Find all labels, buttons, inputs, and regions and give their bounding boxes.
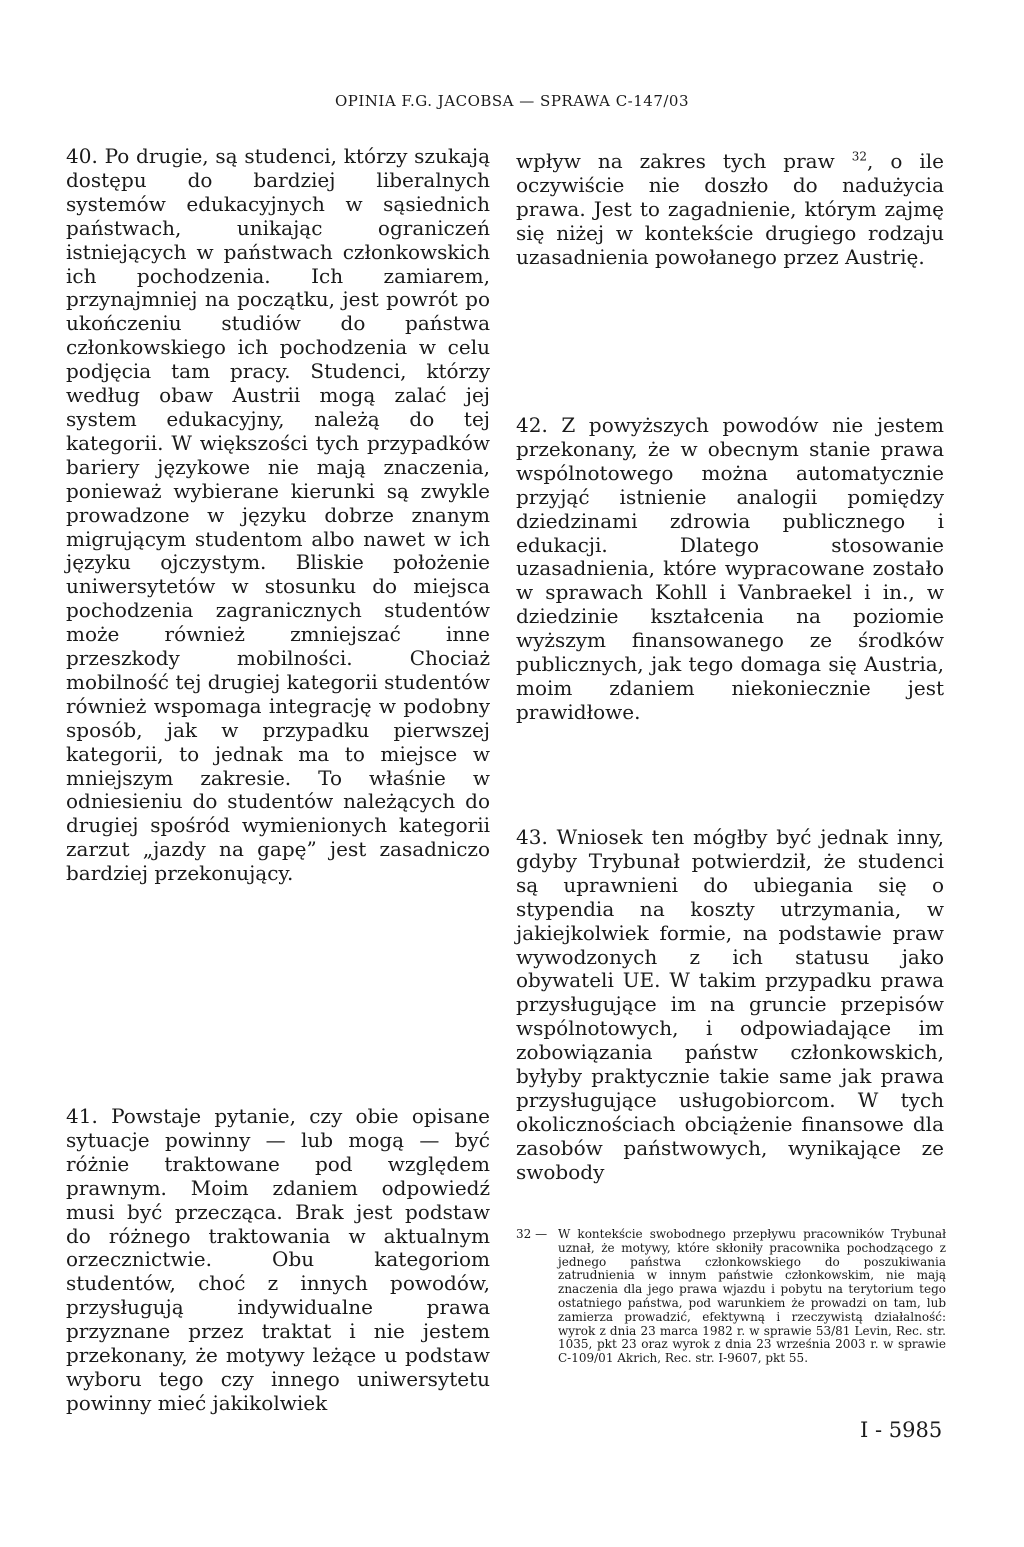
continuation-text-start: wpływ na zakres tych praw	[516, 149, 835, 173]
paragraph-40: 40. Po drugie, są studenci, którzy szukają dostępu do bardziej liberalnych systemów edukacyjnych w sąsiednich państwach, unikając ograniczeń istniejących w państwach członkowskich ich pochodzenia. Ich zamiarem, przynajmniej na początku, jest powrót po ukończeniu studiów do państwa członkowskiego ich pochodzenia w celu podjęcia tam pracy. Studenci, którzy według obaw Austrii mogą zalać jej system edukacyjny, należą do tej kategorii. W większości tych przypadków bariery językowe nie mają znaczenia, ponieważ wybierane kierunki są zwykle prowadzone w języku dobrze znanym migrującym studentom albo nawet w ich języku ojczystym. Bliskie położenie uniwersytetów w stosunku do miejsca pochodzenia zagranicznych studentów może również zmniejszać inne przeszkody mobilności. Chociaż mobilność tej drugiej kategorii studentów również wspomaga integrację w podobny sposób, jak w przypadku pierwszej kategorii, to jednak ma to miejsce w mniejszym zakresie. To właśnie w odniesieniu do studentów należących do drugiej spośród wymienionych kategorii zarzut „jazdy na gapę” jest zasadniczo bardziej przekonujący.	[66, 144, 490, 886]
continuation-text-end: , o ile oczywiście nie doszło do nadużycia prawa. Jest to zagadnienie, którym zajmę się niżej w kontekście drugiego rodzaju uzasadnienia powołanego przez Austrię.	[516, 149, 944, 269]
paragraph-42: 42. Z powyższych powodów nie jestem przekonany, że w obecnym stanie prawa wspólnotowego można automatycznie przyjąć istnienie analogii pomiędzy dziedzinami zdrowia publicznego i edukacji. Dlatego stosowanie uzasadnienia, które wypracowane zostało w sprawach Kohll i Vanbraekel i in., w dziedzinie kształcenia na poziomie wyższym finansowanego ze środków publicznych, jak tego domaga się Austria, moim zdaniem niekoniecznie jest prawidłowe.	[516, 413, 944, 724]
page-number: I - 5985	[860, 1418, 943, 1442]
footnote-reference: 32	[851, 149, 867, 164]
paragraph-41-continuation	[516, 150, 944, 270]
paragraph-43: 43. Wniosek ten mógłby być jednak inny, gdyby Trybunał potwierdził, że studenci są uprawnieni do ubiegania się o stypendia na koszty utrzymania, w jakiejkolwiek formie, na podstawie praw wywodzonych z ich statusu jako obywateli UE. W takim przypadku prawa przysługujące im na gruncie przepisów wspólnotowych, i odpowiadające im zobowiązania państw członkowskich, byłyby praktycznie takie same jak prawa przysługujące usługobiorcom. W tych okolicznościach obciążenie finansowe dla zasobów państwowych, wynikające ze swobody	[516, 825, 944, 1184]
footnote-text: W kontekście swobodnego przepływu pracowników Trybunał uznał, że motywy, które skłoniły pracownika pochodzącego z jednego państwa członkowskiego do poszukiwania zatrudnienia w innym państwie członkowskim, nie mają znaczenia dla jego prawa wjazdu i pobytu na terytorium tego ostatniego państwa, pod warunkiem że prowadzi on tam, lub zamierza prowadzić, efektywną i rzeczywistą działalność: wyrok z dnia 23 marca 1982 r. w sprawie 53/81 Levin, Rec. str. 1035, pkt 23 oraz wyrok z dnia 23 września 2003 r. w sprawie C-109/01 Akrich, Rec. str. I-9607, pkt 55.	[558, 1227, 946, 1366]
footnote-number: 32 —	[516, 1227, 548, 1241]
paragraph-41: 41. Powstaje pytanie, czy obie opisane sytuacje powinny — lub mogą — być różnie traktowane pod względem prawnym. Moim zdaniem odpowiedź musi być przecząca. Brak jest podstaw do różnego traktowania w aktualnym orzecznictwie. Obu kategoriom studentów, choć z innych powodów, przysługują indywidualne prawa przyznane przez traktat i nie jestem przekonany, że motywy leżące u podstaw wyboru tego czy innego uniwersytetu powinny mieć jakikolwiek	[66, 1104, 490, 1415]
running-header: OPINIA F.G. JACOBSA — SPRAWA C-147/03	[334, 92, 690, 110]
footnote	[516, 1228, 946, 1366]
